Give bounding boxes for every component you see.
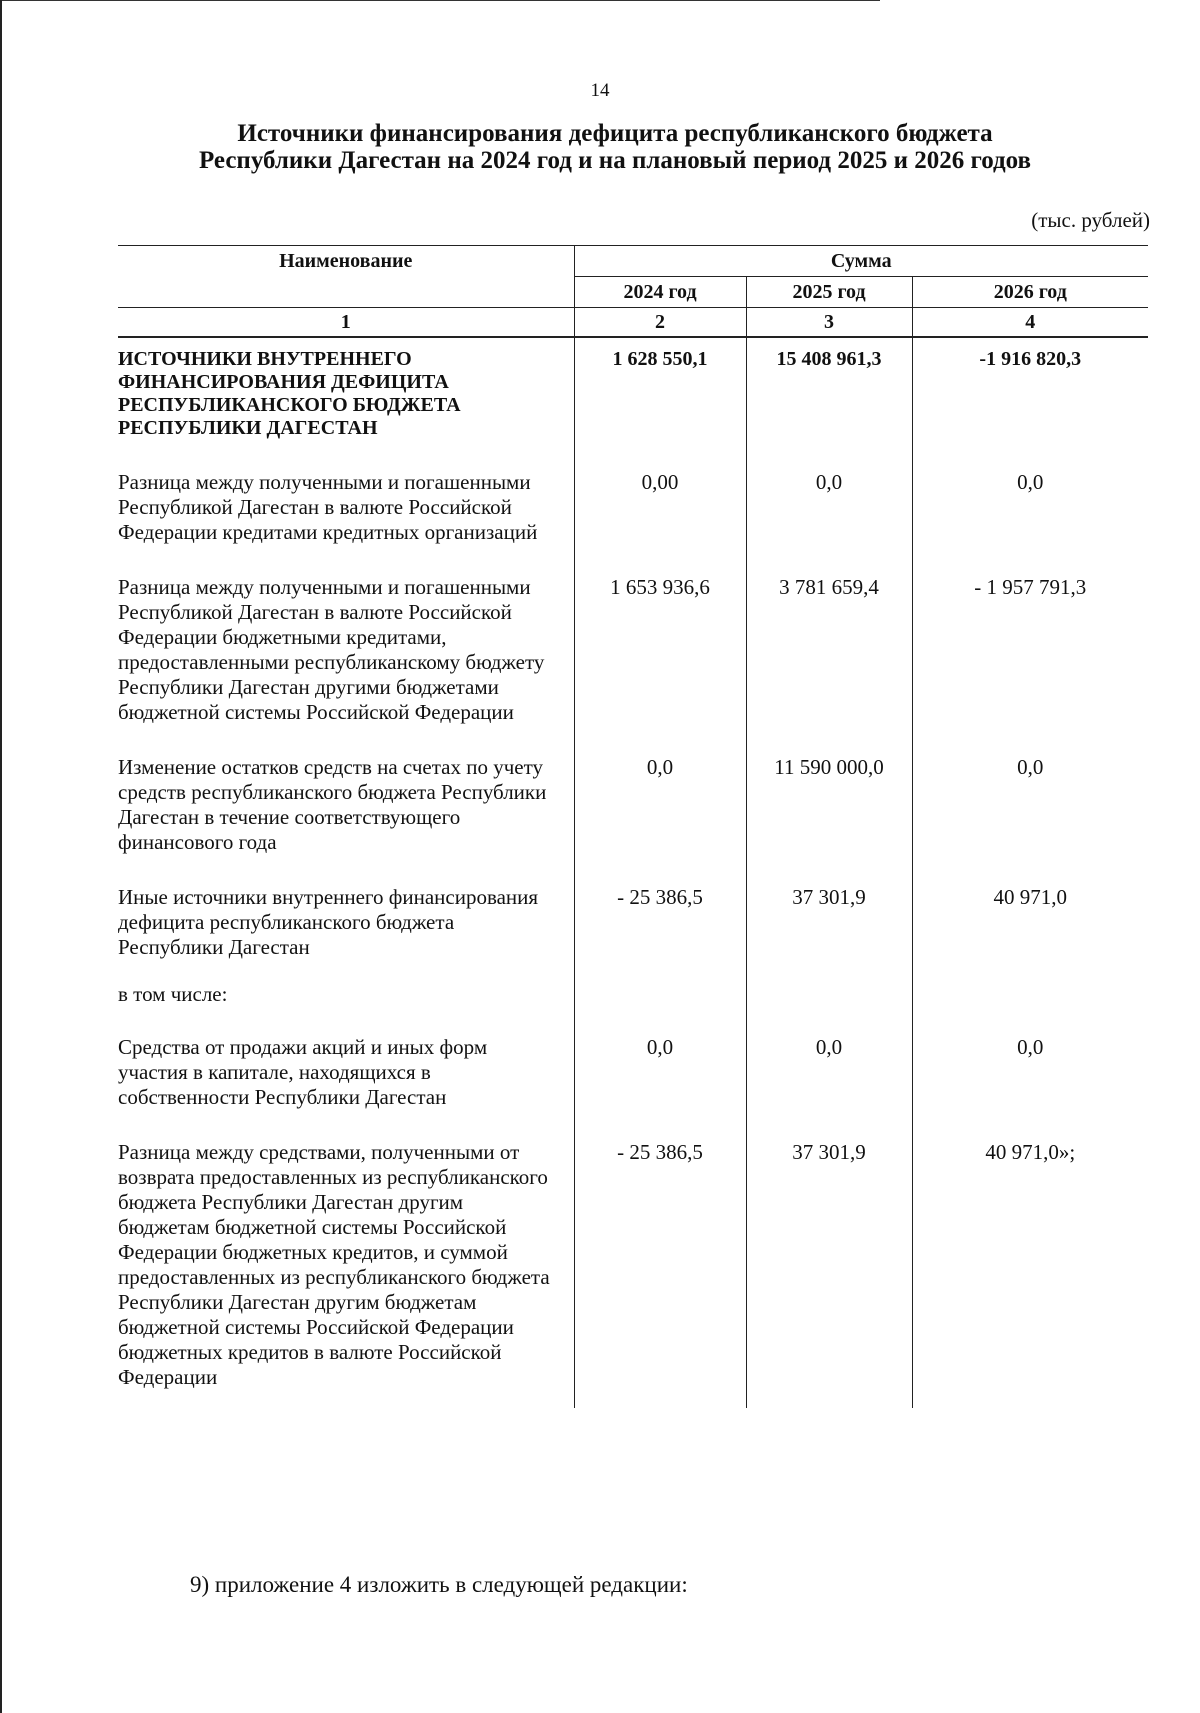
table-row <box>118 747 1148 877</box>
row-name: Иные источники внутреннего финансирования дефицита республиканского бюджета Республики Дагестан <box>118 885 539 959</box>
header-name: Наименование <box>118 246 574 308</box>
row-name: Изменение остатков средств на счетах по учету средств республиканского бюджета Республики Дагестан в течение соответствующего финансового года <box>118 755 547 854</box>
header-col-number-4: 4 <box>912 308 1148 338</box>
scan-border-left <box>0 0 2 1713</box>
title-line-1: Источники финансирования дефицита республиканского бюджета <box>237 120 993 147</box>
value-2024: 0,00 <box>574 462 746 567</box>
value-2025: 15 408 961,3 <box>746 337 912 462</box>
row-name: Разница между средствами, полученными от возврата предоставленных из республиканского бюджета Республики Дагестан другим бюджетам бюджетной системы Российской Федерации бюджетных кредитов, и суммой предоставленных из республиканского бюджета Республики Дагестан другим бюджетам бюджетной системы Российской Федерации бюджетных кредитов в валюте Российской Федерации <box>118 1140 550 1389</box>
value-2024: 0,0 <box>574 1027 746 1132</box>
header-col-number-3: 3 <box>746 308 912 338</box>
header-col-number-1: 1 <box>118 308 574 338</box>
value-2026: 40 971,0 <box>912 877 1148 982</box>
value-2024: - 25 386,5 <box>574 1132 746 1408</box>
units-label: (тыс. рублей) <box>1031 208 1150 232</box>
header-col-number-2: 2 <box>574 308 746 338</box>
row-name: в том числе: <box>118 982 228 1006</box>
table-row <box>118 1027 1148 1132</box>
table-body <box>118 337 1148 1408</box>
title-line-2: Республики Дагестан на 2024 год и на плановый период 2025 и 2026 годов <box>198 147 1032 174</box>
row-name: ИСТОЧНИКИ ВНУТРЕННЕГО ФИНАНСИРОВАНИЯ ДЕФИЦИТА РЕСПУБЛИКАНСКОГО БЮДЖЕТА РЕСПУБЛИКИ ДАГЕСТАН <box>118 348 461 439</box>
header-year-2024: 2024 год <box>574 277 746 308</box>
value-2024: 0,0 <box>574 747 746 877</box>
value-2025: 37 301,9 <box>746 877 912 982</box>
row-name: Средства от продажи акций и иных форм участия в капитале, находящихся в собственности Республики Дагестан <box>118 1035 488 1109</box>
table-row <box>118 462 1148 567</box>
value-2024: 1 628 550,1 <box>574 337 746 462</box>
value-2026: 0,0 <box>912 747 1148 877</box>
row-name: Разница между полученными и погашенными Республикой Дагестан в валюте Российской Федерации кредитами кредитных организаций <box>118 470 538 544</box>
value-2024: 1 653 936,6 <box>574 567 746 747</box>
page-number: 14 <box>590 80 610 101</box>
next-section-text: 9) приложение 4 изложить в следующей редакции: <box>190 1572 688 1597</box>
table-row <box>118 1132 1148 1408</box>
header-year-2025: 2025 год <box>746 277 912 308</box>
header-sum: Сумма <box>574 246 1148 277</box>
document-title <box>120 120 1110 174</box>
table-header <box>118 246 1148 338</box>
header-year-2026: 2026 год <box>912 277 1148 308</box>
value-2025: 11 590 000,0 <box>746 747 912 877</box>
value-2025: 0,0 <box>746 1027 912 1132</box>
value-2026: 40 971,0»; <box>912 1132 1148 1408</box>
value-2025: 37 301,9 <box>746 1132 912 1408</box>
value-2026: 0,0 <box>912 1027 1148 1132</box>
value-2024: - 25 386,5 <box>574 877 746 982</box>
table-row-total <box>118 337 1148 462</box>
value-2025: 0,0 <box>746 462 912 567</box>
value-2026: -1 916 820,3 <box>912 337 1148 462</box>
value-2026: 0,0 <box>912 462 1148 567</box>
table-row-note <box>118 982 1148 1027</box>
value-2025: 3 781 659,4 <box>746 567 912 747</box>
scan-border-top <box>0 0 880 1</box>
table-row <box>118 877 1148 982</box>
table-row <box>118 567 1148 747</box>
financing-sources-table <box>118 245 1148 1408</box>
row-name: Разница между полученными и погашенными Республикой Дагестан в валюте Российской Федерации бюджетными кредитами, предоставленными республиканскому бюджету Республики Дагестан другими бюджетами бюджетной системы Российской Федерации <box>118 575 545 724</box>
value-2026: - 1 957 791,3 <box>912 567 1148 747</box>
